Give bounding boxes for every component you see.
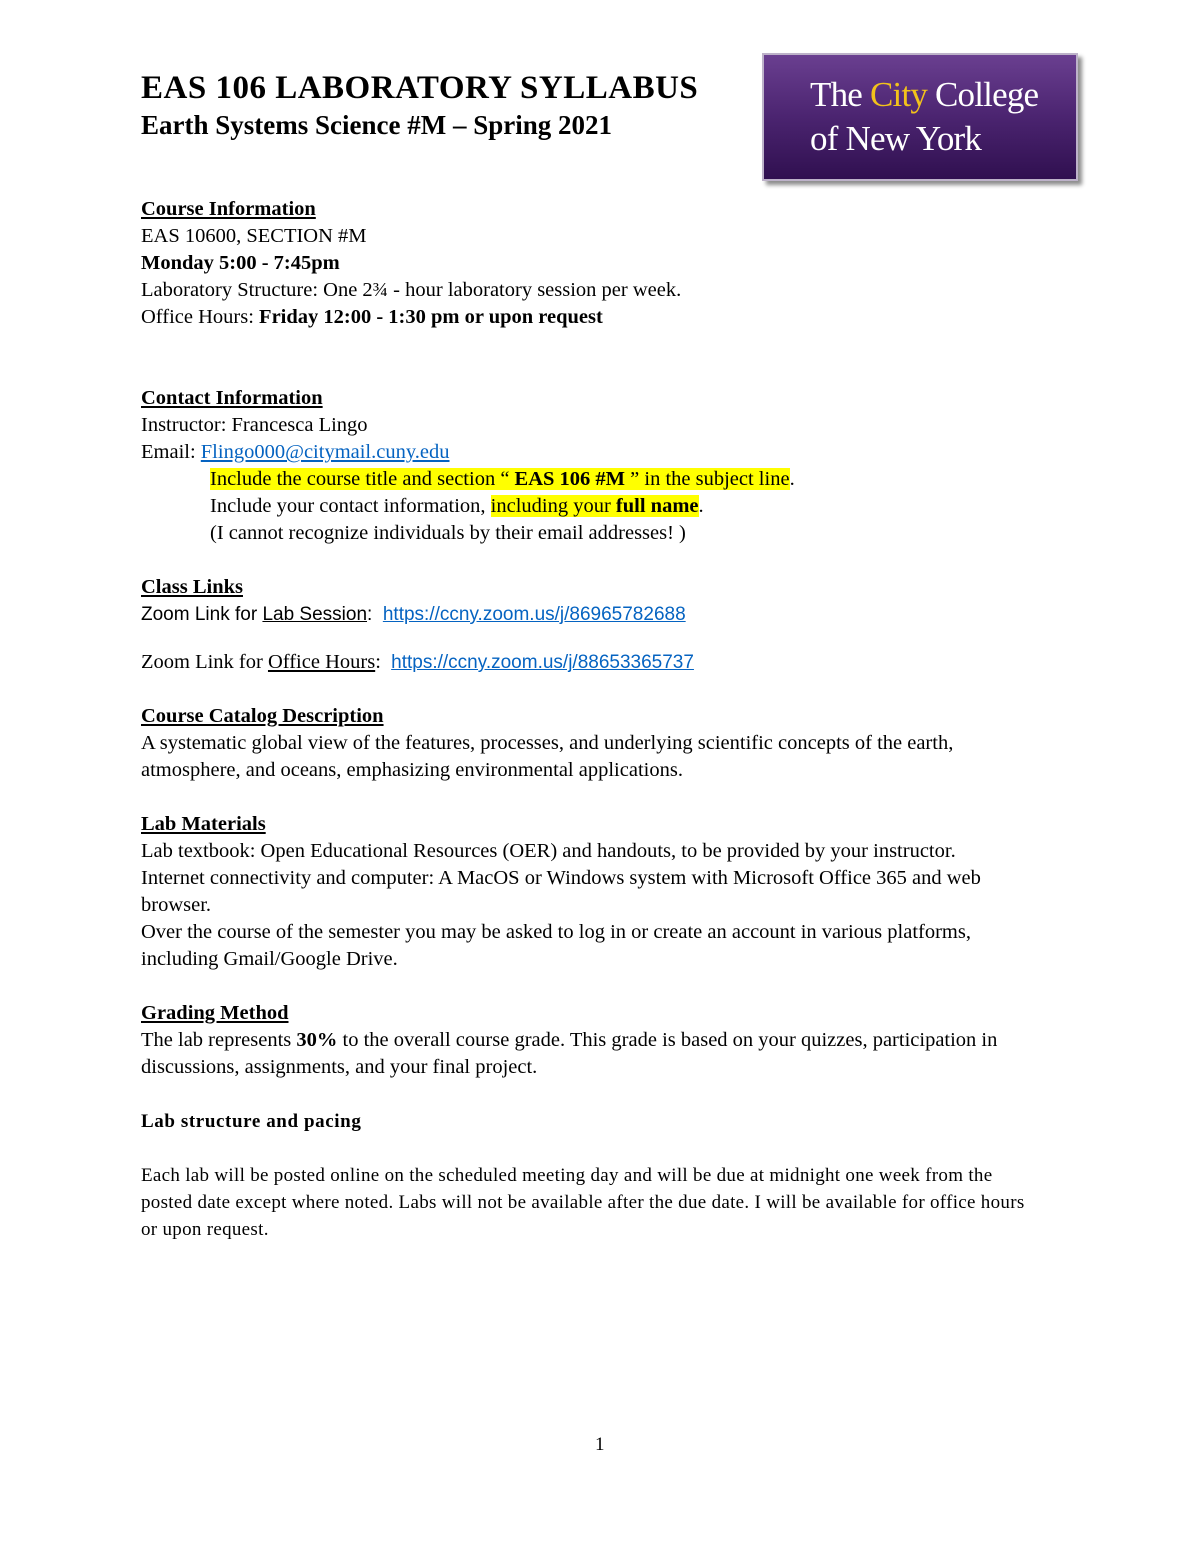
materials-heading: Lab Materials bbox=[141, 813, 266, 835]
course-info-heading: Course Information bbox=[141, 198, 316, 220]
email-note-subject: Include the course title and section “ EAS 106 #M ” in the subject line. bbox=[210, 468, 795, 490]
course-code: EAS 10600, SECTION #M bbox=[141, 225, 367, 247]
class-links-section bbox=[141, 574, 1041, 676]
materials-textbook: Lab textbook: Open Educational Resources (OER) and handouts, to be provided by your instructor. bbox=[141, 840, 956, 862]
syllabus-content bbox=[141, 196, 1041, 1243]
course-info-section bbox=[141, 196, 1041, 331]
pacing-section bbox=[141, 1108, 1041, 1243]
page-number: 1 bbox=[595, 1434, 605, 1455]
contact-info-heading: Contact Information bbox=[141, 387, 323, 409]
lab-structure: Laboratory Structure: One 2¾ - hour laboratory session per week. bbox=[141, 279, 682, 301]
grading-heading: Grading Method bbox=[141, 1002, 289, 1024]
catalog-heading: Course Catalog Description bbox=[141, 705, 384, 727]
email-row: Email: Flingo000@citymail.cuny.edu bbox=[141, 441, 450, 463]
materials-computer: Internet connectivity and computer: A MacOS or Windows system with Microsoft Office 365 and web browser. bbox=[141, 867, 981, 916]
office-zoom-link[interactable]: https://ccny.zoom.us/j/88653365737 bbox=[391, 652, 694, 673]
catalog-section bbox=[141, 703, 1041, 784]
pacing-text: Each lab will be posted online on the scheduled meeting day and will be due at midnight one week from the posted date except where noted. Labs will not be available after the due date. I will be available for office hours or upon request. bbox=[141, 1165, 1025, 1240]
grading-text: The lab represents 30% to the overall course grade. This grade is based on your quizzes, participation in discussions, assignments, and your final project. bbox=[141, 1029, 998, 1078]
course-time: Monday 5:00 - 7:45pm bbox=[141, 252, 340, 274]
catalog-text: A systematic global view of the features, processes, and underlying scientific concepts of the earth, atmosphere, and oceans, emphasizing environmental applications. bbox=[141, 732, 954, 781]
grading-section bbox=[141, 1000, 1041, 1081]
class-links-heading: Class Links bbox=[141, 576, 243, 598]
document-subtitle: Earth Systems Science #M – Spring 2021 bbox=[141, 110, 612, 140]
lab-zoom-link[interactable]: https://ccny.zoom.us/j/86965782688 bbox=[382, 604, 686, 625]
logo-line-2: of New York bbox=[810, 119, 982, 158]
materials-accounts: Over the course of the semester you may be asked to log in or create an account in various platforms, including Gmail/Google Drive. bbox=[141, 921, 971, 970]
email-note-recognize: (I cannot recognize individuals by their email addresses! ) bbox=[210, 522, 686, 544]
contact-info-section bbox=[141, 385, 1041, 547]
document-title: EAS 106 LABORATORY SYLLABUS bbox=[141, 70, 699, 106]
materials-section bbox=[141, 811, 1041, 973]
email-note-contact: Include your contact information, including your full name. bbox=[210, 495, 704, 517]
instructor-name: Instructor: Francesca Lingo bbox=[141, 414, 368, 436]
pacing-heading: Lab structure and pacing bbox=[141, 1111, 362, 1132]
logo-line-1: The City College bbox=[810, 75, 1039, 114]
ccny-logo bbox=[762, 53, 1078, 181]
office-zoom-row: Zoom Link for Office Hours: https://ccny.zoom.us/j/88653365737 bbox=[141, 651, 694, 673]
email-link[interactable]: Flingo000@citymail.cuny.edu bbox=[200, 441, 450, 463]
lab-zoom-row: Zoom Link for Lab Session: https://ccny.zoom.us/j/86965782688 bbox=[141, 604, 686, 625]
office-hours: Office Hours: Friday 12:00 - 1:30 pm or upon request bbox=[141, 306, 603, 328]
